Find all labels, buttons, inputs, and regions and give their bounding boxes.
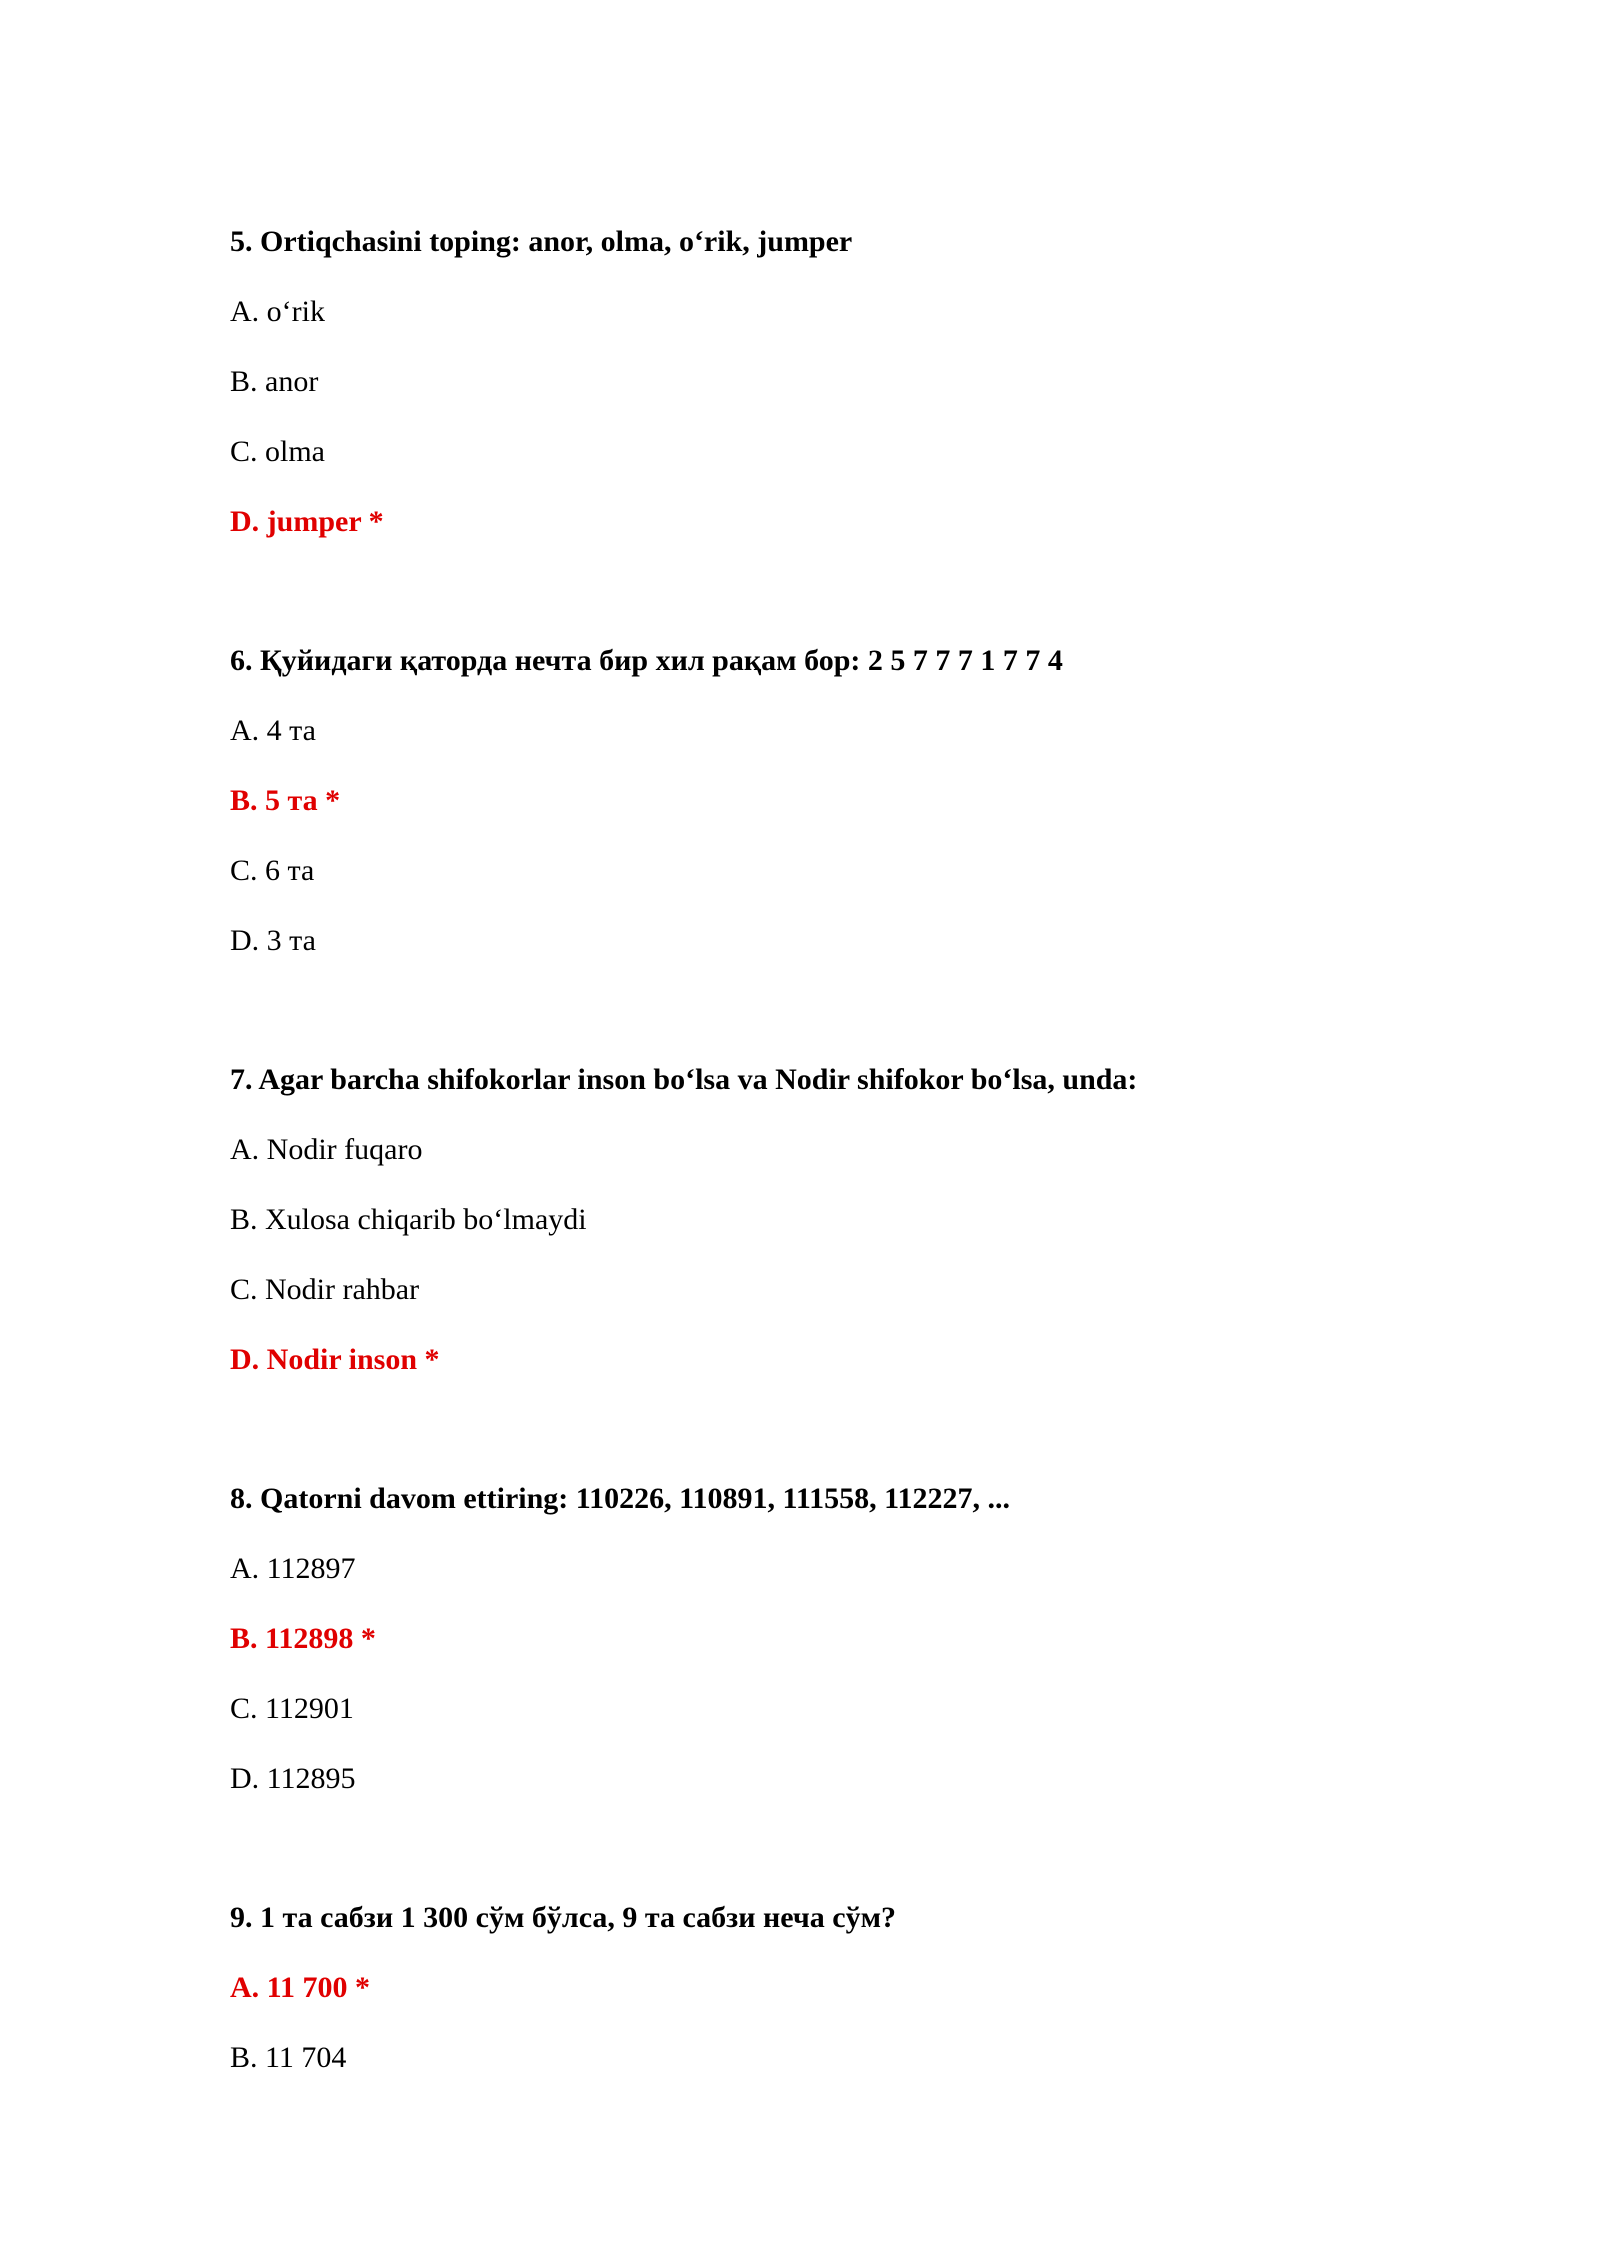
question-7-option-d-correct: D. Nodir inson * — [230, 1343, 440, 1376]
question-7-option-a: A. Nodir fuqaro — [230, 1133, 423, 1166]
question-8-option-a: A. 112897 — [230, 1552, 356, 1585]
question-7-text: 7. Agar barcha shifokorlar inson bo‘lsa va Nodir shifokor bo‘lsa, unda: — [230, 1063, 1138, 1096]
question-6-option-c: C. 6 та — [230, 854, 315, 887]
question-7-option-c: C. Nodir rahbar — [230, 1273, 420, 1306]
question-8-option-d: D. 112895 — [230, 1762, 356, 1795]
question-9-text: 9. 1 та сабзи 1 300 сўм бўлса, 9 та сабзи неча сўм? — [230, 1901, 897, 1934]
question-5-option-c: C. olma — [230, 435, 325, 468]
question-6-option-a: A. 4 та — [230, 714, 316, 747]
question-9-option-b: B. 11 704 — [230, 2041, 347, 2074]
question-5-option-a: A. o‘rik — [230, 295, 325, 328]
question-8-text: 8. Qatorni davom ettiring: 110226, 110891, 111558, 112227, ... — [230, 1482, 1011, 1515]
question-5-option-d-correct: D. jumper * — [230, 505, 384, 538]
question-5-option-b: B. anor — [230, 365, 319, 398]
question-9-option-a-correct: A. 11 700 * — [230, 1971, 371, 2004]
question-7-option-b: B. Xulosa chiqarib bo‘lmaydi — [230, 1203, 587, 1236]
question-6-option-b-correct: B. 5 та * — [230, 784, 341, 817]
question-6-text: 6. Қуйидаги қаторда нечта бир хил рақам бор: 2 5 7 7 7 1 7 7 4 — [230, 644, 1063, 677]
question-6-option-d: D. 3 та — [230, 924, 316, 957]
question-8-option-b-correct: B. 112898 * — [230, 1622, 376, 1655]
question-5-text: 5. Ortiqchasini toping: anor, olma, o‘rik, jumper — [230, 225, 853, 258]
question-8-option-c: C. 112901 — [230, 1692, 354, 1725]
